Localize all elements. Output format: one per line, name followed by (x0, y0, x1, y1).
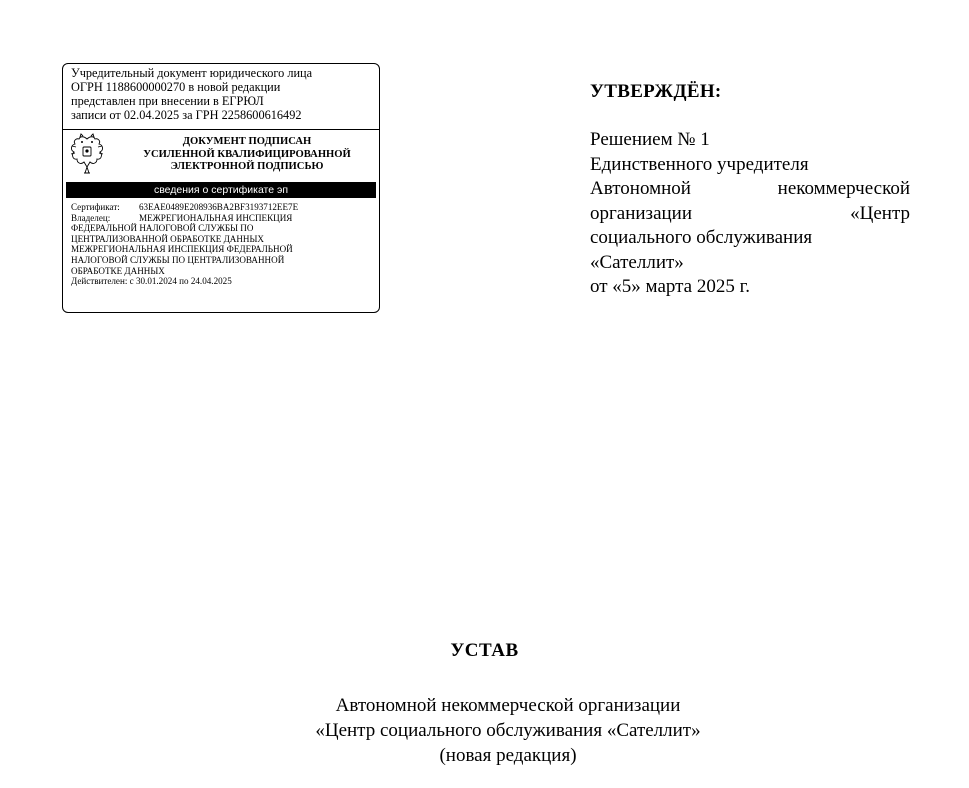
owner-line: ОБРАБОТКЕ ДАННЫХ (71, 265, 165, 276)
subtitle-line: (новая редакция) (439, 745, 577, 766)
approval-line: социального обслуживания (590, 227, 813, 248)
subtitle-line: Автономной некоммерческой организации (335, 695, 681, 716)
approved-heading: УТВЕРЖДЁН: (590, 81, 722, 102)
signed-line: УСИЛЕННОЙ КВАЛИФИЦИРОВАННОЙ (143, 148, 351, 160)
document-title: УСТАВ (450, 640, 519, 661)
owner-value: МЕЖРЕГИОНАЛЬНАЯ ИНСПЕКЦИЯ (139, 212, 293, 223)
certificate-value: 63EAE0489E208936BA2BF3193712EE7E (139, 202, 299, 212)
document-subtitle (0, 693, 969, 768)
approval-line (590, 177, 910, 202)
approval-line: «Сателлит» (590, 251, 684, 273)
approval-word: организации (590, 202, 693, 224)
certificate-info (63, 198, 379, 287)
owner-line: ФЕДЕРАЛЬНОЙ НАЛОГОВОЙ СЛУЖБЫ ПО (71, 223, 254, 234)
approval-line: Решением № 1 (590, 129, 710, 150)
certificate-row (71, 202, 373, 213)
validity: Действителен: с 30.01.2024 по 24.04.2025 (71, 276, 232, 287)
signed-title (117, 136, 377, 174)
registration-line: ОГРН 1188600000270 в новой редакции (71, 80, 281, 94)
approval-text (590, 128, 910, 300)
owner-line: ЦЕНТРАЛИЗОВАННОЙ ОБРАБОТКЕ ДАННЫХ (71, 233, 264, 244)
registration-line: записи от 02.04.2025 за ГРН 2258600616492 (71, 108, 302, 122)
owner-label: Владелец: (71, 212, 111, 223)
subtitle-line: «Центр социального обслуживания «Сателлит» (315, 720, 701, 741)
registration-line: представлен при внесении в ЕГРЮЛ (71, 94, 264, 108)
owner-line: НАЛОГОВОЙ СЛУЖБЫ ПО ЦЕНТРАЛИЗОВАННОЙ (71, 254, 285, 265)
approval-date: от «5» марта 2025 г. (590, 276, 750, 297)
signed-line: ЭЛЕКТРОННОЙ ПОДПИСЬЮ (170, 161, 324, 172)
owner-line: МЕЖРЕГИОНАЛЬНАЯ ИНСПЕКЦИЯ ФЕДЕРАЛЬНОЙ (71, 244, 293, 255)
signed-header (63, 130, 379, 182)
coat-of-arms-icon (67, 133, 107, 175)
registration-info (63, 64, 379, 130)
owner-row (71, 213, 373, 224)
approval-line: Единственного учредителя (590, 153, 809, 175)
registration-line: Учредительный документ юридического лица (71, 66, 313, 80)
certificate-label: Сертификат: (71, 202, 120, 212)
certificate-bar: сведения о сертификате эп (66, 182, 376, 198)
approval-word: «Центр (850, 202, 910, 224)
approval-word: Автономной (590, 178, 691, 199)
approval-line (590, 202, 910, 227)
signed-line: ДОКУМЕНТ ПОДПИСАН (182, 136, 312, 147)
e-signature-stamp (62, 63, 380, 313)
approval-word: некоммерческой (777, 178, 910, 199)
